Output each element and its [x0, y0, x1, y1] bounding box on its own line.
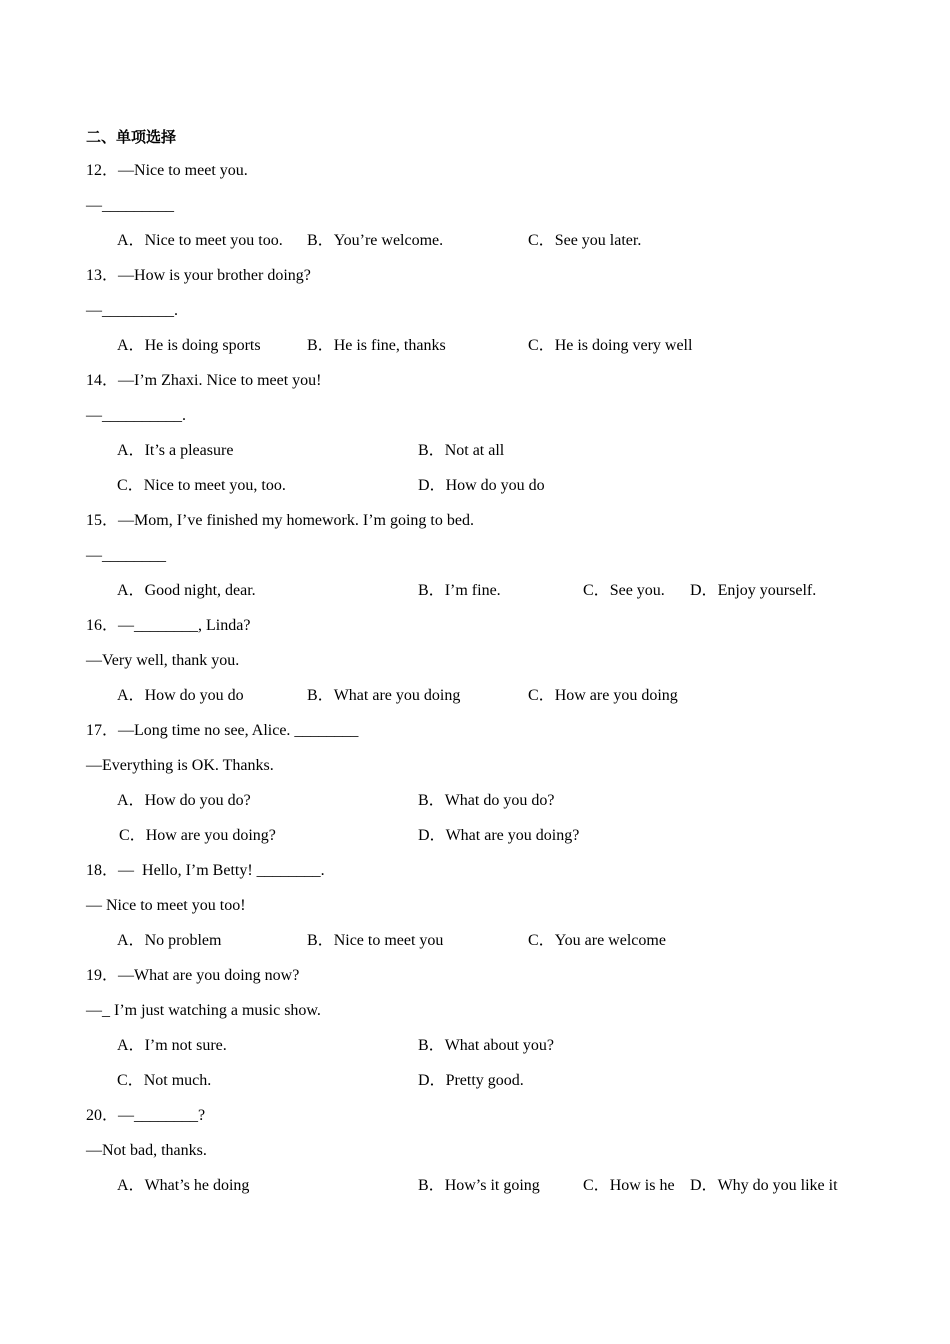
question-prompt: 13．—How is your brother doing? [86, 267, 311, 284]
question-prompt: 16．—________, Linda? [86, 617, 251, 634]
option-c[interactable]: C．He is doing very well [528, 337, 693, 354]
question-number: 15． [86, 512, 119, 529]
question-response: —_________ [86, 197, 174, 214]
option-c[interactable]: C．Not much. [117, 1072, 212, 1089]
option-b[interactable]: B．I’m fine. [418, 582, 501, 599]
option-c[interactable]: C．How are you doing? [119, 827, 276, 844]
question-response: —__________. [86, 407, 186, 424]
option-a[interactable]: A．How do you do? [117, 792, 251, 809]
option-b[interactable]: B．What are you doing [307, 687, 461, 704]
option-c[interactable]: C．How is he [583, 1177, 675, 1194]
option-c[interactable]: C．Nice to meet you, too. [117, 477, 286, 494]
question-prompt: 18．— Hello, I’m Betty! ________. [86, 862, 325, 879]
option-b[interactable]: B．He is fine, thanks [307, 337, 446, 354]
question-response: —Not bad, thanks. [86, 1142, 207, 1159]
question-number: 14． [86, 372, 119, 389]
question-response: —________ [86, 547, 166, 564]
question-prompt: 14．—I’m Zhaxi. Nice to meet you! [86, 372, 322, 389]
option-c[interactable]: C．How are you doing [528, 687, 678, 704]
option-b[interactable]: B．What about you? [418, 1037, 554, 1054]
question-number: 18． [86, 862, 119, 879]
question-number: 19． [86, 967, 119, 984]
option-c[interactable]: C．See you later. [528, 232, 642, 249]
option-a[interactable]: A．What’s he doing [117, 1177, 250, 1194]
question-response: —_________. [86, 302, 178, 319]
option-c[interactable]: C．You are welcome [528, 932, 666, 949]
option-d[interactable]: D．What are you doing? [418, 827, 580, 844]
question-prompt: 15．—Mom, I’ve finished my homework. I’m going to bed. [86, 512, 474, 529]
option-b[interactable]: B．Not at all [418, 442, 505, 459]
question-number: 16． [86, 617, 119, 634]
option-d[interactable]: D．Why do you like it [690, 1177, 838, 1194]
option-d[interactable]: D．Pretty good. [418, 1072, 524, 1089]
question-response: —Very well, thank you. [86, 652, 240, 669]
option-a[interactable]: A．Nice to meet you too. [117, 232, 283, 249]
question-prompt: 17．—Long time no see, Alice. ________ [86, 722, 359, 739]
section-title: 二、单项选择 [86, 128, 177, 146]
question-number: 13． [86, 267, 119, 284]
question-number: 20． [86, 1107, 119, 1124]
question-prompt: 12．—Nice to meet you. [86, 162, 248, 179]
option-d[interactable]: D．How do you do [418, 477, 545, 494]
question-response: —Everything is OK. Thanks. [86, 757, 274, 774]
option-b[interactable]: B．You’re welcome. [307, 232, 444, 249]
option-d[interactable]: D．Enjoy yourself. [690, 582, 817, 599]
option-a[interactable]: A．I’m not sure. [117, 1037, 227, 1054]
option-a[interactable]: A．It’s a pleasure [117, 442, 234, 459]
option-a[interactable]: A．No problem [117, 932, 222, 949]
question-prompt: 20．—________? [86, 1107, 206, 1124]
option-a[interactable]: A．How do you do [117, 687, 244, 704]
question-prompt: 19．—What are you doing now? [86, 967, 300, 984]
option-a[interactable]: A．Good night, dear. [117, 582, 256, 599]
question-number: 12． [86, 162, 119, 179]
option-b[interactable]: B．How’s it going [418, 1177, 540, 1194]
question-response: —_ I’m just watching a music show. [86, 1002, 321, 1019]
option-b[interactable]: B．What do you do? [418, 792, 555, 809]
question-response: — Nice to meet you too! [86, 897, 246, 914]
option-a[interactable]: A．He is doing sports [117, 337, 261, 354]
option-c[interactable]: C．See you. [583, 582, 665, 599]
option-b[interactable]: B．Nice to meet you [307, 932, 444, 949]
question-number: 17． [86, 722, 119, 739]
